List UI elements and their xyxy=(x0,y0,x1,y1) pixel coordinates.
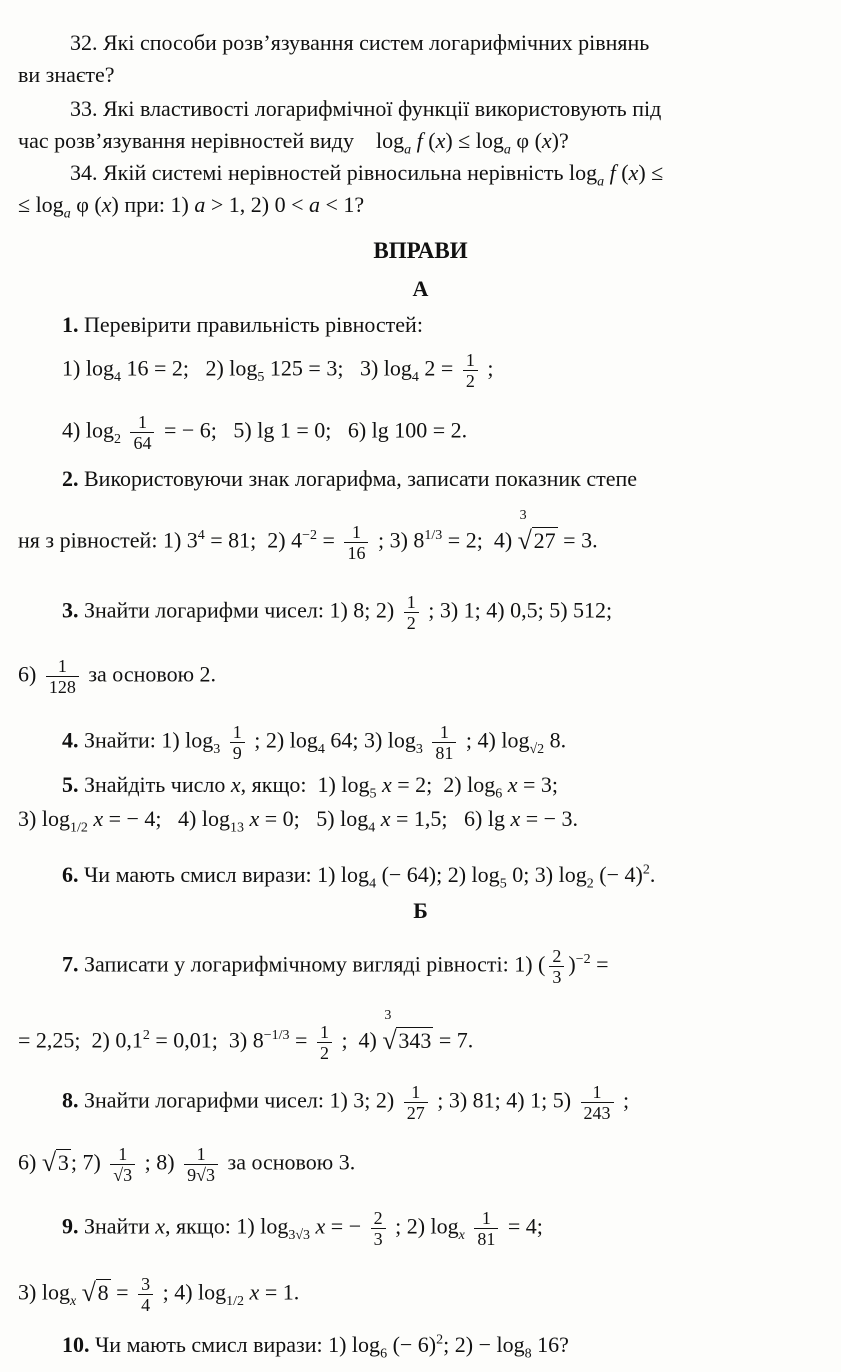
formula: $\log_a f$ $(x) \le \log_a \varphi$ (x)? xyxy=(359,128,569,158)
question-34-line1 xyxy=(70,160,663,190)
subsection-a: А xyxy=(412,276,429,301)
exercise-number: 7. xyxy=(62,951,79,977)
fraction: $\frac{1}{2}$ xyxy=(317,1022,332,1063)
question-32-line2 xyxy=(18,62,114,88)
exercise-8-line1: 8. Знайти логарифми чисел: 1) 3; 2) $\frac{1}{27}$ ; 3) 81; 4) 1; 5) $\frac{1}{243}$ ; xyxy=(62,1082,630,1123)
exercise-text: Знайти логарифми чисел: xyxy=(84,1087,324,1113)
section-title: ВПРАВИ xyxy=(373,238,468,263)
question-text: при: 1) xyxy=(124,192,189,217)
exercise-number: 5. xyxy=(62,772,79,797)
question-33-line2 xyxy=(18,128,569,158)
exercise-1-items-b: 4) $\log_2$ $\frac{1}{64}$ = − 6; 5) lg 1 = 0; 6) lg 100 = 2. xyxy=(62,412,468,453)
fraction: $\frac{1}{81}$ xyxy=(432,722,456,763)
fraction: $\frac{2}{3}$ xyxy=(549,946,564,987)
fraction: $\frac{1}{81}$ xyxy=(474,1208,498,1249)
exercise-text: Знайдіть число xyxy=(84,772,226,797)
exercise-number: 9. xyxy=(62,1213,79,1239)
exercise-number: 10. xyxy=(62,1332,90,1357)
exercise-5-line2: 3) $\log_{1/2} x$ = − 4; 4) $\log_{13} x = 0$; 5) $\log_4 x = 1,5$; 6) lg x = − 3. xyxy=(18,806,579,836)
exercise-number: 6. xyxy=(62,862,79,887)
fraction: $\frac{3}{4}$ xyxy=(138,1274,153,1315)
radical: √ 3 27 xyxy=(518,528,558,554)
exercise-7-line2: = 2,25; 2) $0,1^2 = 0,01$; 3) $8^{-1/3}$ = $\frac{1}{2}$ ; 4) √ 3 343 = 7. xyxy=(18,1022,473,1063)
exercise-10: 10. Чи мають смисл вирази: 1) $\log_6$ (− 6)$^2$; $2) - \log_8 16$? xyxy=(62,1332,569,1362)
exercise-text: Знайти: xyxy=(84,727,156,753)
fraction: $\frac{2}{3}$ xyxy=(371,1208,386,1249)
exercise-text: Чи мають смисл вирази: xyxy=(95,1332,323,1357)
exercise-6: 6. Чи мають смисл вирази: 1) $\log_4$ (− 64); 2) $\log_5 0$; 3) $\log_2$ (− 4)$^2$. xyxy=(62,862,656,892)
question-text: Якій системі нерівностей рівносильна нерівність xyxy=(103,160,564,185)
formula: a > 1 xyxy=(194,192,240,217)
exercise-text: Знайти логарифми чисел: xyxy=(84,597,324,623)
fraction: $\frac{1}{16}$ xyxy=(344,522,368,563)
subsection-b: Б xyxy=(413,898,428,923)
exercise-number: 3. xyxy=(62,597,79,623)
exercise-1-title xyxy=(62,312,423,338)
exercise-9-line1: 9. Знайти x, якщо: 1) $\log_{3√3} x$ = − $\frac{2}{3}$ ; 2) $\log_x$ $\frac{1}{81}$ = 4; xyxy=(62,1208,543,1249)
exercise-text: , якщо: xyxy=(165,1213,231,1239)
question-text: час розв’язування нерівностей виду xyxy=(18,128,355,153)
exercise-text: Записати у логарифмічному вигляді рівності: xyxy=(84,951,509,977)
exercise-number: 2. xyxy=(62,466,79,491)
fraction: $\frac{1}{128}$ xyxy=(46,656,79,697)
exercise-text: Чи мають смисл вирази: xyxy=(84,862,312,887)
fraction: $\frac{1}{2}$ xyxy=(463,350,478,391)
exercise-7-line1: 7. Записати у логарифмічному вигляді рівності: 1) ( $\frac{2}{3}$ )$^{-2}$ = xyxy=(62,946,609,987)
exercise-4: 4. Знайти: 1) $\log_3$ $\frac{1}{9}$ ; 2) $\log_4 64$; 3) $\log_3$ $\frac{1}{81}$ ; 4) $\log_{√2} 8$. xyxy=(62,722,567,763)
exercise-text: Перевірити правильність рівностей: xyxy=(84,312,423,337)
exercise-text: Знайти xyxy=(84,1213,150,1239)
question-number: 34. xyxy=(70,160,98,185)
question-number: 32. xyxy=(70,30,98,55)
fraction: $\frac{1}{64}$ xyxy=(130,412,154,453)
exercise-number: 1. xyxy=(62,312,79,337)
fraction: $\frac{1}{√3}$ xyxy=(110,1144,135,1185)
question-text: Які властивості логарифмічної функції використовують під xyxy=(103,96,662,121)
radical: √ 8 xyxy=(82,1280,111,1306)
exercise-9-line2: 3) $\log_x$ √ 8 = $\frac{3}{4}$ ; 4) $\log_{1/2} x = 1$. xyxy=(18,1274,299,1315)
exercise-8-line2: 6) √ 3; 7) $\frac{1}{√3}$ ; 8) $\frac{1}{9√3}$ за основою 3. xyxy=(18,1144,355,1185)
question-text: , 2) xyxy=(239,192,270,217)
exercise-text: Використовуючи знак логарифма, записати показник степе xyxy=(84,466,638,491)
question-text: Які способи розв’язування систем логарифмічних рівнянь xyxy=(103,30,650,55)
fraction: $\frac{1}{9√3}$ xyxy=(184,1144,218,1185)
question-text: ви знаєте? xyxy=(18,62,115,87)
fraction: $\frac{1}{243}$ xyxy=(581,1082,614,1123)
fraction: $\frac{1}{9}$ xyxy=(230,722,245,763)
exercise-2-line2: ня з рівностей: 1) $3^4 = 81$; 2) $4^{-2}$ = $\frac{1}{16}$ ; 3) $8^{1/3} = 2$; 4) √ 3 27 = 3. xyxy=(18,522,598,563)
exercise-text: за основою 2. xyxy=(88,661,217,687)
exercise-3-line2: 6) $\frac{1}{128}$ за основою 2. xyxy=(18,656,217,697)
exercise-text: за основою 3. xyxy=(227,1149,356,1175)
formula: $\log_a f$ (x) ≤ xyxy=(569,160,664,190)
exercise-text: ня з рівностей: xyxy=(18,527,158,553)
radical: √ 3 343 xyxy=(382,1028,433,1054)
exercise-number: 4. xyxy=(62,727,79,753)
question-number: 33. xyxy=(70,96,98,121)
exercise-number: 8. xyxy=(62,1087,79,1113)
exercise-2-line1 xyxy=(62,466,637,492)
radical: √ 3 xyxy=(42,1150,71,1176)
question-33-line1 xyxy=(70,96,661,122)
question-34-line2 xyxy=(18,192,364,222)
exercise-text: , якщо: xyxy=(240,772,307,797)
formula: 0 < a < 1? xyxy=(274,192,365,217)
exercise-3-line1: 3. Знайти логарифми чисел: 1) 8; 2) $\frac{1}{2}$ ; 3) 1; 4) 0,5; 5) 512; xyxy=(62,592,613,633)
question-32-line1 xyxy=(70,30,649,56)
formula: ≤ $\log_a \varphi$ (x) xyxy=(18,192,125,222)
fraction: $\frac{1}{27}$ xyxy=(404,1082,428,1123)
fraction: $\frac{1}{2}$ xyxy=(404,592,419,633)
exercise-5-line1: 5. Знайдіть число x, якщо: 1) $\log_5 x = 2$; 2) $\log_6 x = 3$; xyxy=(62,772,558,802)
exercise-1-items-a: 1) $\log_4 16 = 2$; 2) $\log_5 125 = 3$; 3) $\log_4 2$ = $\frac{1}{2}$ ; xyxy=(62,350,494,391)
